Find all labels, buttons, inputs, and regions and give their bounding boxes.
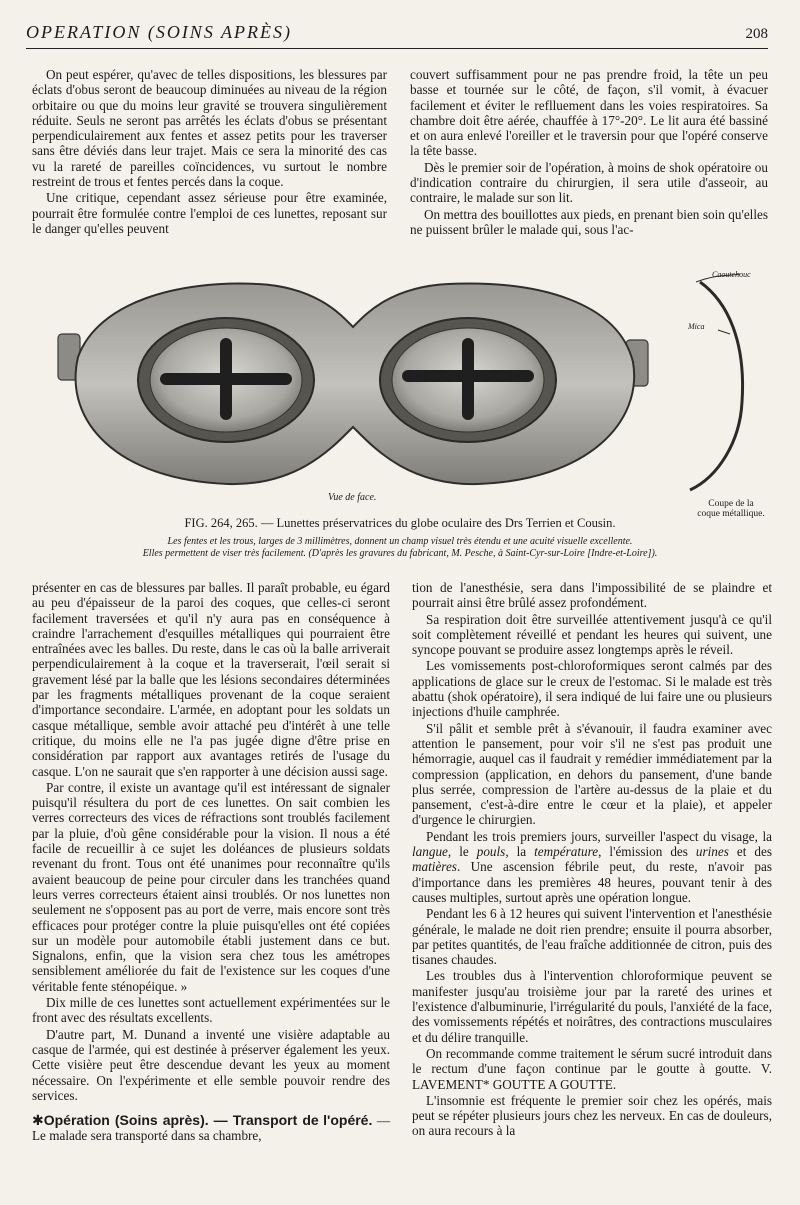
label-mica: Mica bbox=[688, 322, 705, 331]
paragraph: On peut espérer, qu'avec de telles dispositions, les blessures par éclats d'obus seront de beaucoup diminuées au niveau de la région orbitaire ou que du moins leur gravité se trouvera singulièrement réduite. Seuls ne seront pas arrêtés les éclats d'obus se présentant perpendiculairement aux fentes et assez petits pour les traverser sans être déviés dans leur trajet. Mais ce sera la minorité des cas vu la rareté de pareilles coïncidences, vu surtout le nombre restreint de trous et fentes percés dans la coque. bbox=[32, 67, 387, 190]
paragraph: On mettra des bouillottes aux pieds, en prenant bien soin qu'elles ne puissent brûler le malade qui, sous l'ac- bbox=[410, 206, 768, 237]
page-header bbox=[26, 22, 768, 49]
paragraph: Les vomissements post-chloroformiques seront calmés par des applications de glace sur le creux de l'estomac. Si le malade est très abattu (shok opératoire), il sera indiqué de lui faire une ou plusieurs injections d'huile camphrée. bbox=[412, 658, 772, 720]
label-vue-de-face: Vue de face. bbox=[328, 492, 377, 503]
paragraph: présenter en cas de blessures par balles. Il paraît probable, eu égard au peu d'épaisseur de la paroi des coques, que celles-ci seront facilement traversées et qu'il n'y aura pas en conséquence à craindre l'arrachement d'esquilles métalliques qui pourraient être entraînées avec les balles. Du reste, dans le cas où la balle arriverait perpendiculairement à la coque et la traverserait, l'œil serait si gravement lésé par la balle que les lésions secondaires déterminées par les fragments métalliques provenant de la coque seraient d'importance secondaire. L'armée, en adoptant pour les soldats un casque métallique, semble avoir attaché peu d'intérêt à une telle critique, du moins elle ne l'a pas jugée digne d'être prise en considération par rapport aux avantages retirés de l'usage du casque. L'on ne saurait que s'en rapporter à une décision aussi sage. bbox=[32, 580, 390, 779]
column-bottom-left bbox=[32, 580, 390, 1145]
label-caoutchouc: Caoutchouc bbox=[712, 270, 751, 279]
paragraph: L'insomnie est fréquente le premier soir chez les opérés, mais peut se répéter plusieurs jours chez les nerveux. En cas de douleurs, on aura recours à la bbox=[412, 1092, 772, 1139]
section-paragraph bbox=[32, 1113, 390, 1144]
paragraph: Dès le premier soir de l'opération, à moins de shok opératoire ou d'indication contraire du chirurgien, il sera utile d'asseoir, au contraire, le malade sur son lit. bbox=[410, 159, 768, 206]
paragraph: Sa respiration doit être surveillée attentivement jusqu'à ce qu'il soit complètement réveillé et pendant les heures qui suivent, une syncope pouvant se produire assez longtemps après le réveil. bbox=[412, 611, 772, 658]
paragraph: Dix mille de ces lunettes sont actuellement expérimentées sur le front avec des résultats excellents. bbox=[32, 995, 390, 1026]
section-text: — Le malade sera transporté dans sa chambre, bbox=[32, 1113, 390, 1144]
text-run-italic: langue bbox=[412, 844, 448, 860]
paragraph: couvert suffisamment pour ne pas prendre froid, la tête un peu basse et tournée sur le côté, de façon, s'il vomit, à évacuer facilement et éviter le reflluement dans les voies respiratoires. Sa chambre doit être aérée, chauffée à 17°-20°. Le lit aura été bassiné et on aura enlevé l'oreiller et le traversin pour que l'opéré conserve la tête basse. bbox=[410, 67, 768, 159]
paragraph: On recommande comme traitement le sérum sucré introduit dans le rectum d'une façon continue par le goutte à goutte. V. LAVEMENT* GOUTTE A GOUTTE. bbox=[412, 1045, 772, 1092]
paragraph: Une critique, cependant assez sérieuse pour être examinée, pourrait être formulée contre l'emploi de ces lunettes, reposant sur le danger qu'elles peuvent bbox=[32, 190, 387, 236]
label-coupe-coque: Coupe de la coque métallique. bbox=[697, 499, 765, 519]
section-heading: ✱Opération (Soins après). — Transport de bbox=[32, 1112, 319, 1129]
text-run-italic: urines bbox=[695, 844, 729, 860]
paragraph bbox=[412, 829, 772, 905]
figure-caption: FIG. 264, 265. — Lunettes préservatrices du globe oculaire des Drs Terrien et Cousin. bbox=[184, 516, 616, 530]
slit-vertical-left bbox=[220, 338, 232, 420]
paragraph: Pendant les 6 à 12 heures qui suivent l'intervention et l'anesthésie générale, le malade ne doit rien prendre; ensuite il pourra absorber, par petites quantités, de l'eau fraîche additionnée de citron, puis des tisanes chaudes. bbox=[412, 906, 772, 968]
text-run-italic: température bbox=[534, 844, 599, 860]
text-run-italic: pouls bbox=[476, 844, 506, 860]
paragraph: D'autre part, M. Dunand a inventé une visière adaptable au casque de l'armée, qui est destinée à préserver également les yeux. Cette visière peut être descendue devant les yeux au moment nécessaire. On l'expérimente et elle semble pouvoir rendre des services. bbox=[32, 1026, 390, 1103]
text-run: , le bbox=[447, 844, 477, 860]
paragraph: Par contre, il existe un avantage qu'il est intéressant de signaler puisqu'il résultera du port de ces lunettes. On sait combien les verres correcteurs des vices de réfractions sont troublés facilement par la pluie, d'où gêne considérable pour la vision. Il nous a été facile de recueillir à ce sujet les doléances de plusieurs soldats revenant du front. Tous ont été unanimes pour reconnaître qu'ils avaient beaucoup de peine pour circuler dans les tranchées quand leurs verres correcteurs étaient ainsi troublés. Or nos lunettes non seulement ne s'opposent pas au port de verre, mais encore sont très efficaces pour protéger contre la pluie puisqu'elles ont été copiées sur un modèle pour automobile établi justement dans ce but. Signalons, enfin, que la vision sera chez tous les amétropes sensiblement améliorée du fait de l'existence sur les coques d'une véritable fente sténopéique. » bbox=[32, 779, 390, 994]
paragraph: tion de l'anesthésie, sera dans l'impossibilité de se plaindre et pourrait ainsi être brûlé assez profondément. bbox=[412, 580, 772, 611]
text-run: . Une ascension fébrile peut, du reste, n'avoir pas d'importance dans les premières 48 heures, pouvant tenir à des causes multiples, surtout après une opération longue. bbox=[412, 859, 772, 905]
column-bottom-right bbox=[412, 580, 772, 1140]
page-number: 208 bbox=[745, 26, 768, 42]
column-top-right bbox=[410, 67, 768, 238]
text-run: Pendant les trois premiers jours, surveiller l'aspect du visage, la bbox=[426, 828, 772, 844]
text-run: , la bbox=[505, 844, 535, 860]
slit-vertical-right bbox=[462, 338, 474, 420]
section-heading-cont: l'opéré. bbox=[323, 1112, 373, 1129]
shell-cross-section bbox=[690, 282, 743, 490]
goggles-illustration bbox=[28, 262, 772, 522]
text-run: , l'émission des bbox=[598, 844, 696, 860]
paragraph: Les troubles dus à l'intervention chloroformique peuvent se manifester jusqu'au troisième jour par la rareté des urines et l'existence d'albuminurie, l'irrégularité du pouls, l'anxiété de la face, des vomissements répétés et noirâtres, des contractions musculaires et du délire tranquille. bbox=[412, 968, 772, 1045]
figure-caption-detail bbox=[60, 536, 740, 559]
running-title: OPERATION (SOINS APRÈS) bbox=[26, 22, 292, 42]
caption-line: Elles permettent de viser très facilement. (D'après les gravures du fabricant, M. Pesche, à Saint-Cyr-sur-Loire [Indre-et-Loire]). bbox=[142, 547, 658, 559]
caption-line: Les fentes et les trous, larges de 3 millimètres, donnent un champ visuel très étendu et une acuité visuelle excellente. bbox=[167, 536, 633, 547]
mica-leader bbox=[718, 330, 730, 334]
text-run-italic: matières bbox=[412, 859, 457, 875]
column-top-left bbox=[32, 67, 387, 237]
text-run: et des bbox=[728, 844, 772, 860]
paragraph: S'il pâlit et semble prêt à s'évanouir, il faudra examiner avec attention le pansement, pour voir s'il ne s'est pas produit une hémorragie, auquel cas il faudrait y remédier immédiatement par la compression (application, en dehors du pansement, d'une bande plus serrée, compression de l'artère au-dessus de la plaie et du pansement, c'est-à-dire entre le cœur et la plaie), et appeler d'urgence le chirurgien. bbox=[412, 720, 772, 828]
